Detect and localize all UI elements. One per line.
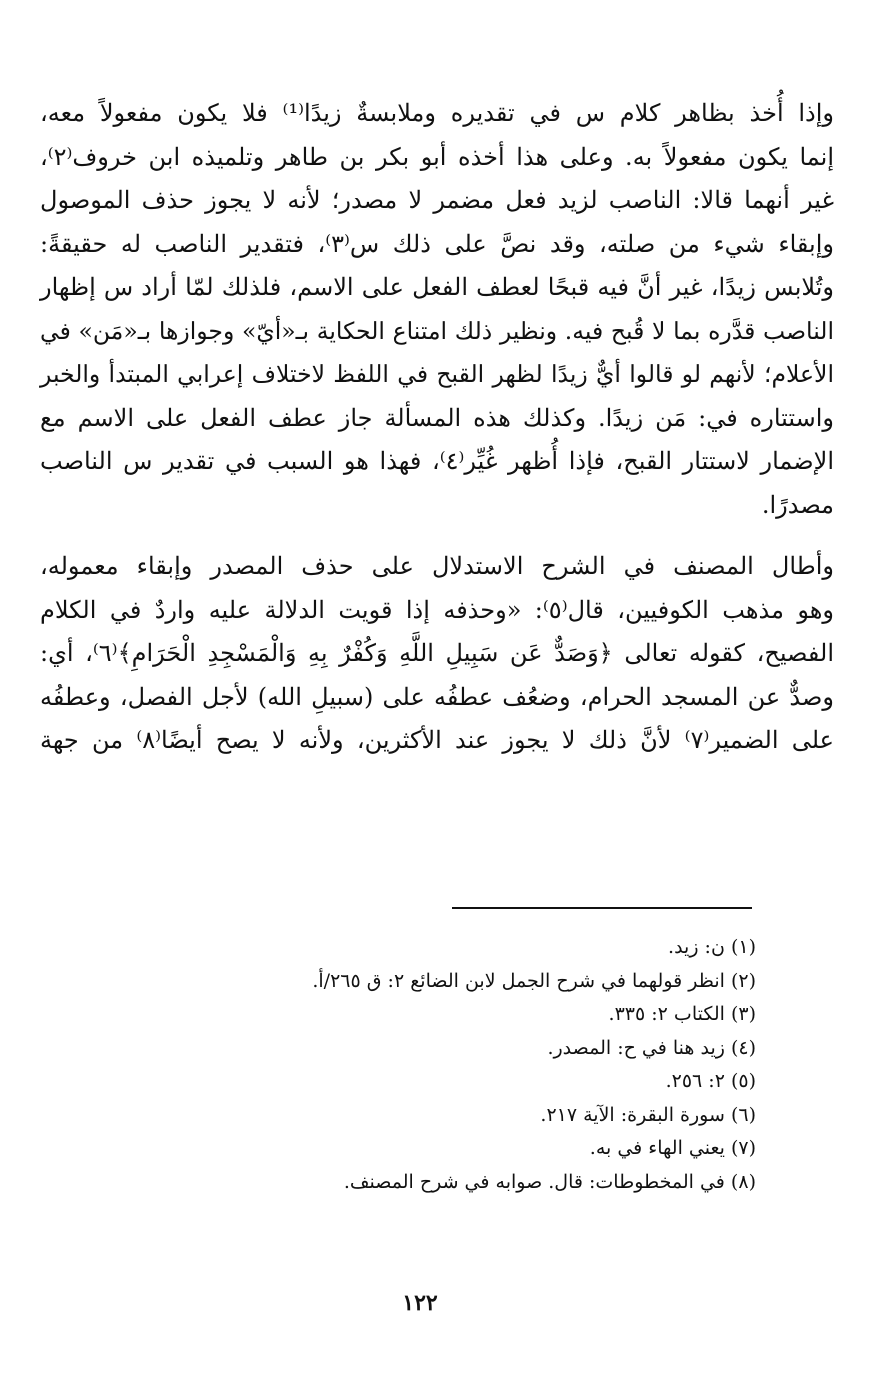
text-line: الفصيح، كقوله تعالى ﴿وَصَدٌّ عَن سَبِيلِ اللَّهِ وَكُفْرٌ بِهِ وَالْمَسْجِدِ الْحَرَامِ﴾⁽٦⁾، أي: [40,639,834,667]
page-number: ١٢٢ [402,1290,438,1316]
text-line: واستتاره في: مَن زيدًا. وكذلك هذه المسألة جاز عطف الفعل على الاسم مع [40,403,834,432]
text-line: وإذا أُخذ بظاهر كلام س في تقديره وملابسةٌ زيدًا⁽¹⁾ فلا يكون مفعولاً معه، [40,99,834,127]
footnote: (٧) يعني الهاء في به. [589,1137,756,1159]
paragraph-gap [40,527,834,545]
text-line: غير أنهما قالا: الناصب لزيد فعل مضمر لا مصدر؛ لأنه لا يجوز حذف الموصول [40,186,834,214]
paragraph-1 [40,92,834,527]
footnote: (٣) الكتاب ٢: ٣٣٥. [608,1003,756,1025]
text-line: وأطال المصنف في الشرح الاستدلال على حذف المصدر وإبقاء معموله، [40,552,834,580]
text-line: وصدٌّ عن المسجد الحرام، وضعُف عطفُه على (سبيلِ الله) لأجل الفصل، وعطفُه [40,682,834,711]
text-line: وتُلابس زيدًا، غير أنَّ فيه قبحًا لعطف الفعل على الاسم، فلذلك لمّا أراد س إظهار [40,273,834,301]
paragraph-2 [40,545,834,763]
text-line: الأعلام؛ لأنهم لو قالوا أيٌّ زيدًا لظهر القبح في اللفظ لاختلاف إعرابي المبتدأ والخبر [40,360,834,388]
text-line: وإبقاء شيء من صلته، وقد نصَّ على ذلك س⁽٣⁾، فتقدير الناصب له حقيقةً: [40,229,834,258]
footnote: (٦) سورة البقرة: الآية ٢١٧. [540,1103,756,1126]
footnotes [40,931,756,1199]
footnote: (١) ن: زيد. [668,936,756,958]
footnote-separator [452,907,752,909]
footnote: (٥) ٢: ٢٥٦. [665,1070,756,1092]
text-line: إنما يكون مفعولاً به. وعلى هذا أخذه أبو بكر بن طاهر وتلميذه ابن خروف⁽٢⁾، [40,142,834,171]
text-line: على الضمير⁽٧⁾ لأنَّ ذلك لا يجوز عند الأكثرين، ولأنه لا يصح أيضًا⁽٨⁾ من جهة [40,726,835,754]
text-line: مصدرًا. [761,490,834,519]
text-line: الإضمار لاستتار القبح، فإذا أُظهر غُيِّر⁽٤⁾، فهذا هو السبب في تقدير س الناصب [40,447,834,475]
main-text [40,92,834,763]
footnote: (٤) زيد هنا في ح: المصدر. [547,1036,756,1059]
footnote: (٨) في المخطوطات: قال. صوابه في شرح المصنف. [343,1170,756,1193]
text-line: وهو مذهب الكوفيين، قال⁽٥⁾: «وحذفه إذا قويت الدلالة عليه واردٌ في الكلام [40,595,834,624]
text-line: الناصب قدَّره بما لا قُبح فيه. ونظير ذلك امتناع الحكاية بـ«أيّ» وجوازها بـ«مَن» في [40,316,834,345]
footnote: (٢) انظر قولهما في شرح الجمل لابن الضائع ٢: ق ٢٦٥/أ. [312,969,756,992]
